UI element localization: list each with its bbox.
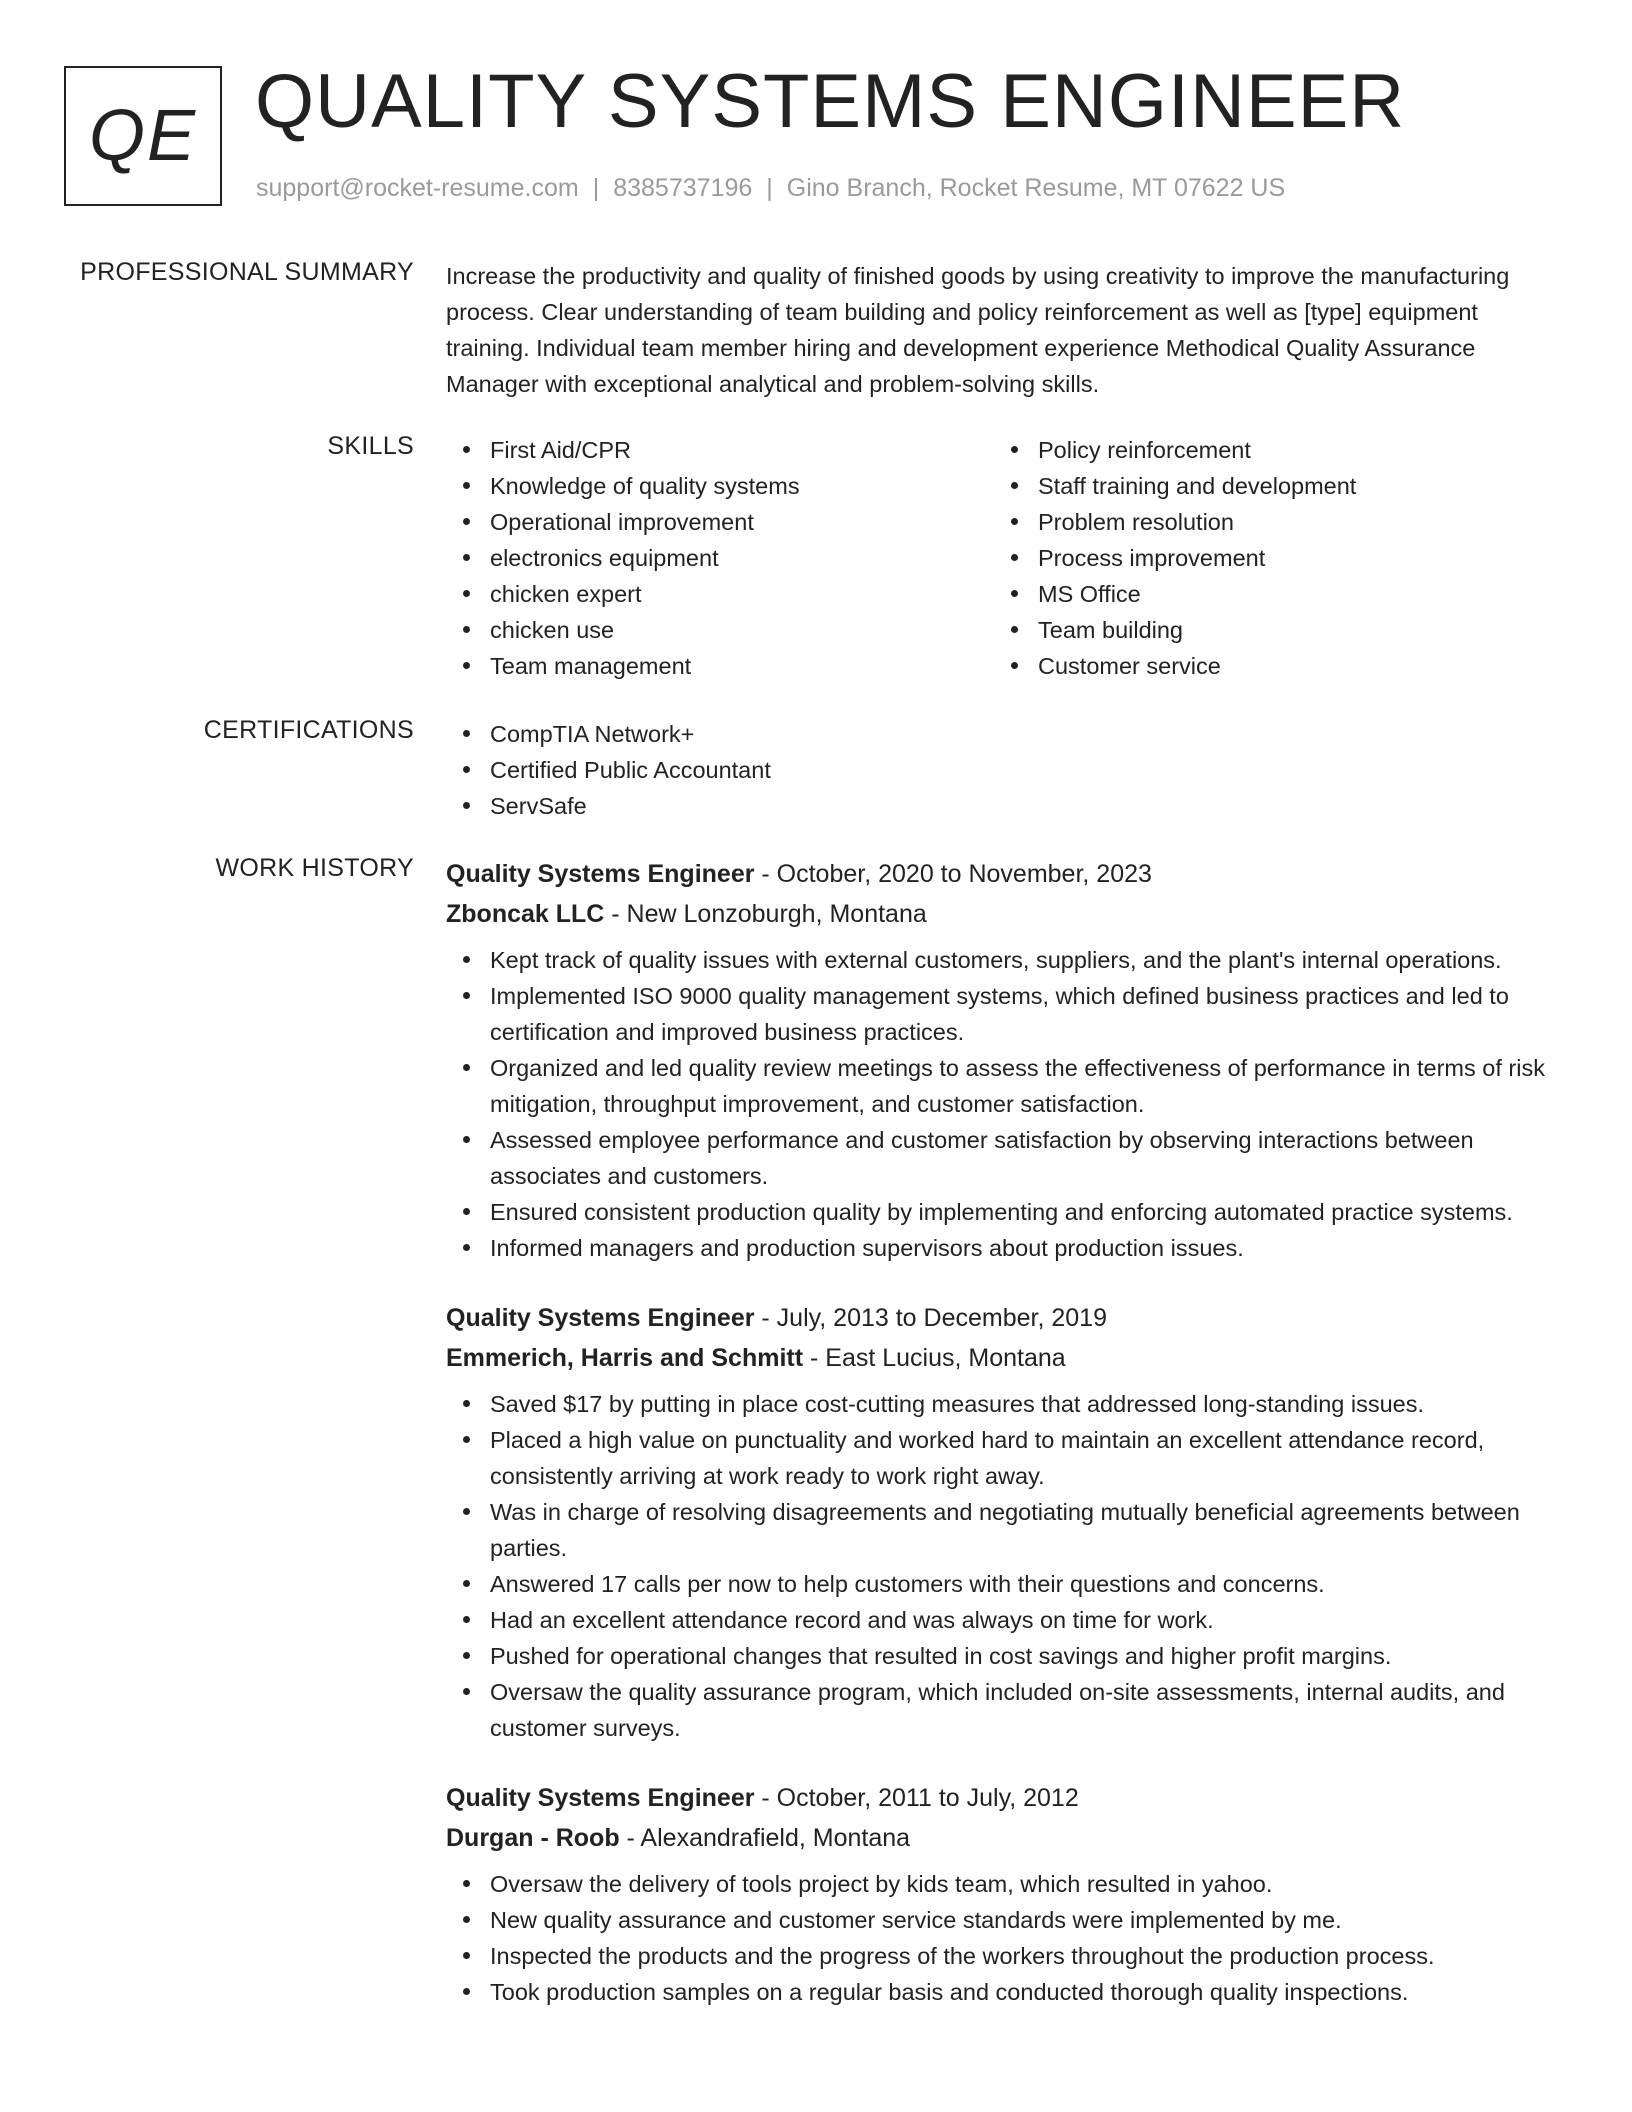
job-bullet: Oversaw the delivery of tools project by kids team, which resulted in yahoo.: [490, 1866, 1566, 1902]
skill-item: chicken expert: [490, 576, 994, 612]
certification-item: Certified Public Accountant: [490, 752, 1566, 788]
job-bullet: Assessed employee performance and customer satisfaction by observing interactions between associates and customers.: [490, 1122, 1566, 1194]
skill-item: Staff training and development: [1038, 468, 1542, 504]
skill-item: Policy reinforcement: [1038, 432, 1542, 468]
skill-item: electronics equipment: [490, 540, 994, 576]
skill-item: Problem resolution: [1038, 504, 1542, 540]
job-title-line: [446, 1298, 1566, 1338]
job-bullet: Pushed for operational changes that resulted in cost savings and higher profit margins.: [490, 1638, 1566, 1674]
job-company: Zboncak LLC: [446, 900, 605, 928]
job-bullet: Took production samples on a regular basis and conducted thorough quality inspections.: [490, 1974, 1566, 2010]
job-bullet: Was in charge of resolving disagreements and negotiating mutually beneficial agreements between parties.: [490, 1494, 1566, 1566]
job-bullets: [446, 1866, 1566, 2010]
skill-item: chicken use: [490, 612, 994, 648]
skill-item: Operational improvement: [490, 504, 994, 540]
contact-email: support@rocket-resume.com: [256, 174, 579, 202]
job-dates: - October, 2011 to July, 2012: [754, 1784, 1079, 1812]
certification-item: ServSafe: [490, 788, 1566, 824]
skill-item: Team building: [1038, 612, 1542, 648]
job-company-line: [446, 894, 1566, 934]
work-history-body: [446, 854, 1566, 2042]
summary-text: Increase the productivity and quality of finished goods by using creativity to improve the manufacturing process. Clear understanding of team building and policy reinforcement as well as [type] equipment training. Individual team member hiring and development experience Methodical Quality Assurance Manager with exceptional analytical and problem-solving skills.: [446, 263, 1510, 397]
job-bullet: Inspected the products and the progress of the workers throughout the production process.: [490, 1938, 1566, 1974]
certifications-body: [446, 716, 1566, 824]
certifications-label: CERTIFICATIONS: [203, 716, 414, 744]
summary-label: PROFESSIONAL SUMMARY: [80, 258, 414, 286]
job-bullet: Had an excellent attendance record and was always on time for work.: [490, 1602, 1566, 1638]
job-bullet: Oversaw the quality assurance program, which included on-site assessments, internal audits, and customer surveys.: [490, 1674, 1566, 1746]
skill-item: First Aid/CPR: [490, 432, 994, 468]
skills-label: SKILLS: [327, 432, 414, 460]
job-bullet: Answered 17 calls per now to help customers with their questions and concerns.: [490, 1566, 1566, 1602]
job-bullet: Organized and led quality review meetings to assess the effectiveness of performance in terms of risk mitigation, throughput improvement, and customer satisfaction.: [490, 1050, 1566, 1122]
contact-address: Gino Branch, Rocket Resume, MT 07622 US: [786, 174, 1286, 202]
skill-item: MS Office: [1038, 576, 1542, 612]
job-bullets: [446, 1386, 1566, 1746]
job-location: - East Lucius, Montana: [803, 1344, 1066, 1372]
contact-line: [256, 174, 1285, 203]
job-title: Quality Systems Engineer: [446, 1784, 755, 1812]
contact-separator: |: [592, 174, 600, 202]
job-bullet: Saved $17 by putting in place cost-cutting measures that addressed long-standing issues.: [490, 1386, 1566, 1422]
skill-item: Knowledge of quality systems: [490, 468, 994, 504]
certification-item: CompTIA Network+: [490, 716, 1566, 752]
job-entry: [446, 854, 1566, 1266]
skill-item: Customer service: [1038, 648, 1542, 684]
job-dates: - October, 2020 to November, 2023: [754, 860, 1152, 888]
job-dates: - July, 2013 to December, 2019: [754, 1304, 1107, 1332]
job-entry: [446, 1778, 1566, 2010]
job-entry: [446, 1298, 1566, 1746]
job-bullet: Placed a high value on punctuality and worked hard to maintain an excellent attendance record, consistently arriving at work ready to work right away.: [490, 1422, 1566, 1494]
skills-list-right: [994, 432, 1542, 684]
job-title-line: [446, 1778, 1566, 1818]
job-company: Durgan - Roob: [446, 1824, 620, 1852]
job-company: Emmerich, Harris and Schmitt: [446, 1344, 804, 1372]
skill-item: Team management: [490, 648, 994, 684]
job-bullet: New quality assurance and customer service standards were implemented by me.: [490, 1902, 1566, 1938]
job-title: Quality Systems Engineer: [446, 860, 755, 888]
contact-separator: |: [766, 174, 773, 202]
monogram: QE: [64, 66, 222, 206]
job-title-line: [446, 854, 1566, 894]
skill-item: Process improvement: [1038, 540, 1542, 576]
job-company-line: [446, 1338, 1566, 1378]
job-bullet: Ensured consistent production quality by implementing and enforcing automated practice systems.: [490, 1194, 1566, 1230]
job-location: - New Lonzoburgh, Montana: [604, 900, 927, 928]
contact-phone: 8385737196: [613, 174, 753, 202]
skills-body: [446, 432, 1566, 684]
skills-list-left: [446, 432, 994, 684]
job-location: - Alexandrafield, Montana: [619, 1824, 911, 1852]
job-bullets: [446, 942, 1566, 1266]
work-history-label: WORK HISTORY: [215, 854, 414, 882]
page-title: QUALITY SYSTEMS ENGINEER: [255, 59, 1406, 144]
job-bullet: Kept track of quality issues with external customers, suppliers, and the plant's internal operations.: [490, 942, 1566, 978]
job-bullet: Informed managers and production supervisors about production issues.: [490, 1230, 1566, 1266]
job-bullet: Implemented ISO 9000 quality management systems, which defined business practices and led to certification and improved business practices.: [490, 978, 1566, 1050]
certifications-list: [446, 716, 1566, 824]
job-title: Quality Systems Engineer: [446, 1304, 755, 1332]
job-company-line: [446, 1818, 1566, 1858]
summary-body: [446, 258, 1566, 402]
